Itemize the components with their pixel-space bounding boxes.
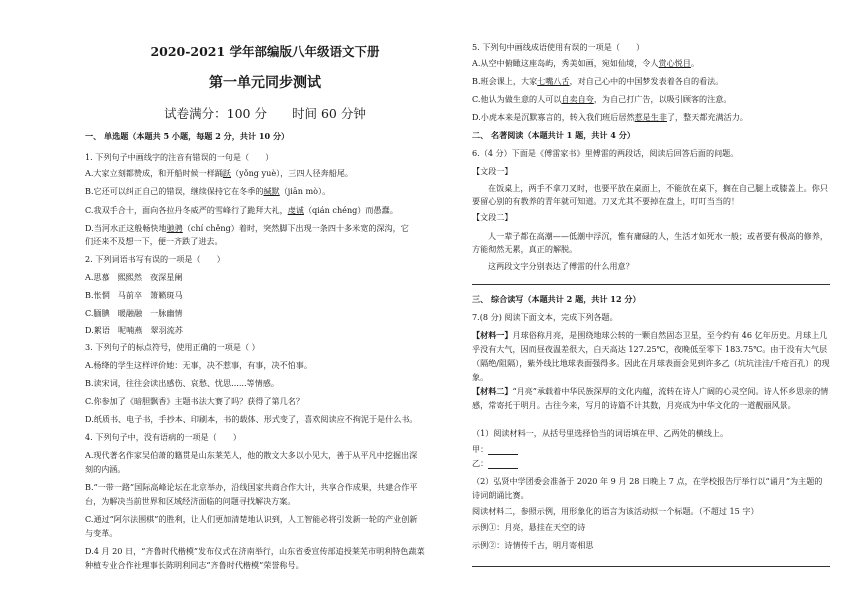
option-c: C.他认为做生意的人可以自卖自夸，为自己打广告，以吸引顾客的注意。 <box>472 94 732 104</box>
question-stem: 5. 下列句中画线成语使用有误的一项是（ ） <box>472 42 645 52</box>
answer-line <box>472 566 830 567</box>
question-stem: 4. 下列句子中，没有语病的一项是（ ） <box>85 432 241 442</box>
passage-label: 【文段一】 <box>472 166 513 176</box>
question-text: 这两段文字分别表达了傅雷的什么用意？ <box>488 261 634 271</box>
question-stem: 1. 下列句子中画线字的注音有错误的一句是（ ） <box>85 152 274 162</box>
material-two: 【材料二】“月亮”承载着中华民族深厚的文化内蕴，流转在诗人广阔的心灵空间。诗人怀乡思亲的情感，常寄托于明月。古往今来，写月的诗篇不计其数，月亮成为中华文化的一道靓丽风景。 <box>472 386 829 410</box>
option-c: C.你参加了《暗胆飘香》主题书法大赛了吗？获得了第几名？ <box>85 396 304 406</box>
option-d: D.4 月 20 日，“齐鲁时代楷模”发布仪式在济南举行，山东省委宣传部追授莱芜市明利特色蔬菜 <box>85 546 425 556</box>
section-heading: 一、 单选题（本题共 5 小题，每题 2 分，共计 10 分） <box>85 131 290 141</box>
question-stem: 2. 下列词语书写有误的一项是（ ） <box>85 254 225 264</box>
option-d-cont: 种植专业合作社理事长陈明利同志“齐鲁时代楷模”荣誉称号。 <box>85 560 304 570</box>
question-stem: 6.（4 分）下面是《傅雷家书》里傅雷的两段话，阅读后回答后面的问题。 <box>472 148 739 158</box>
question-stem: 3. 下列句子的标点符号，使用正确的一项是（ ） <box>85 342 260 352</box>
option-d: D.小虎本来是沉默寡言的，转入我们班后居然惹是生非了，整天都充满活力。 <box>472 112 748 122</box>
section-heading: 三、 综合读写（本题共计 2 题，共计 12 分） <box>472 294 641 304</box>
answer-line <box>472 284 830 285</box>
option-b: B.班会课上，大家七嘴八舌，对自己心中的中国梦发表着各自的看法。 <box>472 76 724 86</box>
option-a: A.思慕 熙熙然 夜深星阑 <box>85 272 183 282</box>
passage-text: 在饭桌上，两手不拿刀叉时，也要平放在桌面上，不能放在桌下，搁在自己腿上或膝盖上。你只要留心别的有教养的青年就可知道。刀叉尤其不要掉在盘上，叮叮当当的！ <box>472 183 828 206</box>
example-2: 示例②：诗情传千古，明月寄相思 <box>472 540 594 550</box>
material-one: 【材料一】月球俗称月亮，是围绕地球公转的一颗自然固态卫星，至今约有 46 亿年历史。月球上几乎没有大气，因而昼夜温差很大，白天高达 127.25℃，夜晚低至零下 183.75℃。由于没有大气层（隔绝/阻隔），紫外线比地球表面强得多。因此在月球表面会见到许多乙（坑坑洼洼/千疮百孔）的现象。 <box>472 330 830 382</box>
option-b: B.“一带一路”国际高峰论坛在北京举办，沿线国家共商合作大计，共享合作成果，共建合作平 <box>85 482 418 492</box>
option-c-cont: 与变革。 <box>85 528 118 538</box>
option-d: D.絮语 呢喃燕 翠羽流苏 <box>85 325 183 335</box>
passage-text: 人一辈子都在高潮——低潮中浮沉，惟有庸碌的人，生活才如死水一般；或者要有极高的修养，方能彻然无累，真正的解脱。 <box>472 231 828 254</box>
option-b: B.怅惘 马前卒 箫籁斑马 <box>85 290 183 300</box>
score-line: 试卷满分：100 分 时间 60 分钟 <box>164 106 366 121</box>
option-c: C.我双手合十，面向各拉丹冬威严的雪峰行了跪拜大礼，虔诚（qián chéng）而愚蠢。 <box>85 205 398 215</box>
sub-question: （1）阅读材料一，从括号里选择恰当的词语填在甲、乙两处的横线上。 <box>472 428 729 438</box>
option-a: A.大家立刻都赞成，和开船时候一样踊跃（yǒng yuè），三四人径奔船尾。 <box>85 168 354 178</box>
option-b-cont: 台，为解决当前世界和区域经济面临的问题寻找解决方案。 <box>85 496 296 506</box>
exam-title: 2020-2021 学年部编版八年级语文下册 <box>150 44 380 59</box>
question-stem: 7.(8 分) 阅读下面文本，完成下列各题。 <box>472 312 618 322</box>
option-c: C.通过“阿尔法围棋”的胜利，让人们更加清楚地认识到，人工智能必将引发新一轮的产业创新 <box>85 514 418 524</box>
option-a: A.从空中俯瞰这座岛屿，秀美如画，宛如仙境，令人赏心悦目。 <box>472 58 699 68</box>
answer-jia: 甲： <box>472 444 518 455</box>
answer-yi: 乙： <box>472 458 518 469</box>
option-d: D.当河水正这般畅快地驰骋（chí chěng）着时，突然脚下出现一条四十多米宽的深沟，它 <box>85 223 409 233</box>
option-b: B.它还可以纠正自己的错误，继续保持它在冬季的缄默（jiān mò）。 <box>85 186 331 196</box>
passage-label: 【文段二】 <box>472 212 513 222</box>
option-a: A.杨绛的学生这样评价她：无事，决不惹事，有事，决不怕事。 <box>85 360 312 370</box>
option-a-cont: 刻的内涵。 <box>85 464 126 474</box>
section-heading: 二、 名著阅读（本题共计 1 题，共计 4 分） <box>472 130 635 140</box>
option-b: B.读宋词，往往会读出感伤、哀愁、忧思......等情感。 <box>85 378 279 388</box>
example-1: 示例①：月亮，悬挂在天空的诗 <box>472 522 586 532</box>
sub-question-cont: 阅读材料二，参照示例，用形象化的语言为该活动拟一个标题。（不超过 15 字） <box>472 506 759 516</box>
option-a: A.现代著名作家吴伯萧的籍贯是山东莱芜人，他的散文大多以小见大，善于从平凡中挖掘出深 <box>85 450 418 460</box>
exam-subtitle: 第一单元同步测试 <box>209 75 321 91</box>
option-c: C.腼腆 暖融融 一脉幽情 <box>85 308 183 318</box>
sub-question: （2）弘贤中学团委会准备于 2020 年 9 月 28 日晚上 7 点，在学校报告厅举行以“诵月”为主题的诗词朗诵比赛。 <box>472 476 823 500</box>
option-d: D.纸质书、电子书，手抄本、印刷本，书的载体、形式变了，喜欢阅读应不拘泥于是什么书。 <box>85 414 418 424</box>
option-d-cont: 们还来不及想一下，便一齐跌了进去。 <box>85 236 223 246</box>
